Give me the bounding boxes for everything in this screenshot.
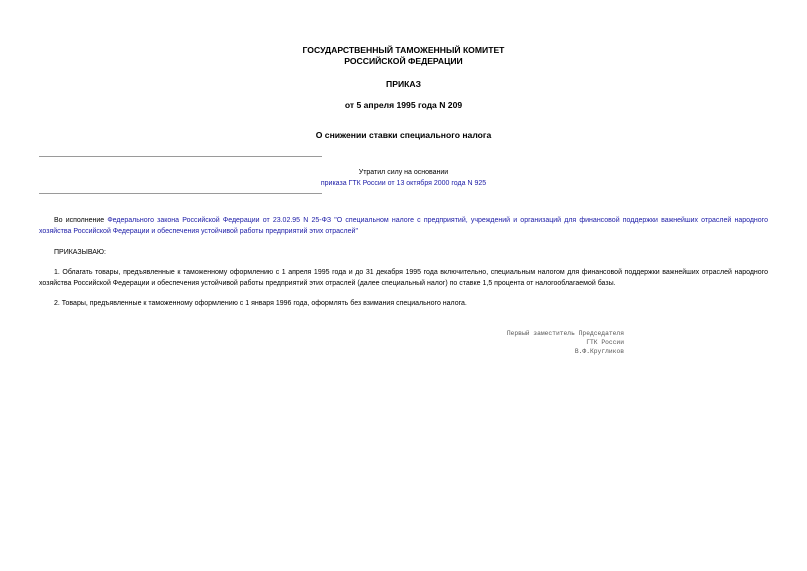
document-title: О снижении ставки специального налога (315, 130, 492, 140)
document-date: от 5 апреля 1995 года N 209 (344, 100, 463, 110)
divider-top (39, 156, 322, 157)
signature-name: В.Ф.Кругликов (574, 348, 624, 355)
order-word-text: ПРИКАЗЫВАЮ: (54, 249, 106, 256)
order-word (39, 247, 768, 258)
order-item-1-text: 1. Облагать товары, предъявленные к таможенному оформлению с 1 апреля 1995 года и до 31 декабря 1995 года включительно, специальным налогом для финансовой поддержки важнейших отраслей народного хозяйства Российской Федерации и обеспечения устойчивой работы предприятий этих отраслей (далее специальный налог) по ставке 1,5 процента от налогооблагаемой базы. (39, 269, 768, 287)
divider-bottom (39, 193, 322, 194)
status-note-text: Утратил силу на основании (358, 169, 449, 176)
document-type: ПРИКАЗ (386, 79, 421, 89)
order-item-2 (39, 298, 768, 309)
intro-prefix: Во исполнение (54, 217, 105, 224)
intro-paragraph (39, 215, 768, 237)
order-item-1 (39, 267, 768, 289)
federal-law-link[interactable]: Федерального закона Российской Федерации от 23.02.95 N 25-ФЗ "О специальном налоге с предприятий, учреждений и организаций для финансовой поддержки важнейших отраслей народного хозяйства Российской Федерации и обеспечения устойчивой работы предприятий этих отраслей" (39, 217, 768, 235)
signature-position: Первый заместитель Председателя (506, 330, 624, 337)
agency-name-line2: РОССИЙСКОЙ ФЕДЕРАЦИИ (344, 56, 463, 66)
signature-org: ГТК России (586, 339, 624, 346)
agency-name-line1: ГОСУДАРСТВЕННЫЙ ТАМОЖЕННЫЙ КОМИТЕТ (302, 45, 505, 55)
order-item-2-text: 2. Товары, предъявленные к таможенному оформлению с 1 января 1996 года, оформлять без взимания специального налога. (54, 300, 467, 307)
signature-block (440, 329, 624, 356)
status-note-link[interactable]: приказа ГТК России от 13 октября 2000 года N 925 (320, 180, 487, 187)
